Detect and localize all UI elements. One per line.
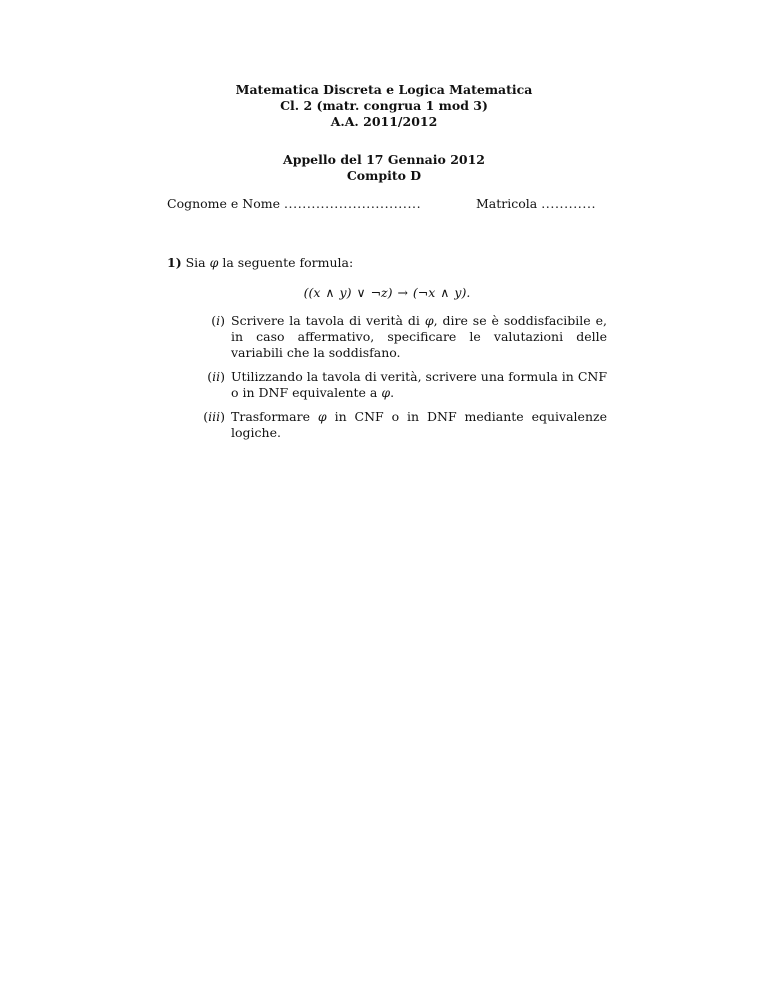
course-title: Matematica Discreta e Logica Matematica: [235, 82, 533, 97]
item-label: (i): [211, 313, 225, 328]
item-text-pre: Scrivere la tavola di verità di: [231, 313, 420, 328]
item-iii: [167, 409, 607, 441]
item-text-pre: Trasformare: [231, 409, 310, 424]
phi-symbol: φ: [381, 385, 391, 400]
exam-date: Appello del 17 Gennaio 2012: [283, 152, 485, 167]
item-i: [167, 313, 607, 361]
item-text-post: .: [390, 385, 395, 400]
formula: ((x ∧ y) ∨ ¬z) → (¬x ∧ y).: [303, 285, 471, 300]
exam-version: Compito D: [346, 168, 422, 183]
name-label: Cognome e Nome: [167, 196, 280, 211]
academic-year: A.A. 2011/2012: [330, 114, 438, 129]
intro-post: la seguente formula:: [222, 255, 354, 270]
phi-symbol: φ: [424, 313, 434, 328]
item-text-post: in CNF o in DNF mediante equivalenze logiche.: [231, 409, 607, 440]
exercise-number: 1): [167, 255, 182, 270]
matricola-dots: ............: [541, 196, 597, 211]
intro-pre: Sia: [185, 255, 206, 270]
matricola-field[interactable]: [476, 196, 596, 212]
item-ii: [167, 369, 607, 401]
exam-header: [0, 82, 768, 184]
class-info: Cl. 2 (matr. congrua 1 mod 3): [280, 98, 488, 113]
item-label: (iii): [203, 409, 225, 424]
phi-symbol: φ: [209, 255, 219, 270]
exercise-intro: [167, 255, 607, 271]
item-text-post: , dire se è soddisfacibile e, in caso affermativo, specificare le valutazioni delle variabili che la soddisfano.: [231, 313, 607, 360]
name-field[interactable]: [167, 196, 421, 212]
phi-symbol: φ: [317, 409, 327, 424]
item-label: (ii): [207, 369, 225, 384]
item-text-pre: Utilizzando la tavola di verità, scrivere una formula in CNF o in DNF equivalente a: [231, 369, 607, 400]
matricola-label: Matricola: [476, 196, 538, 211]
exercise-1: [167, 255, 607, 449]
name-dots: ..............................: [283, 196, 422, 211]
exercise-items: [167, 313, 607, 441]
